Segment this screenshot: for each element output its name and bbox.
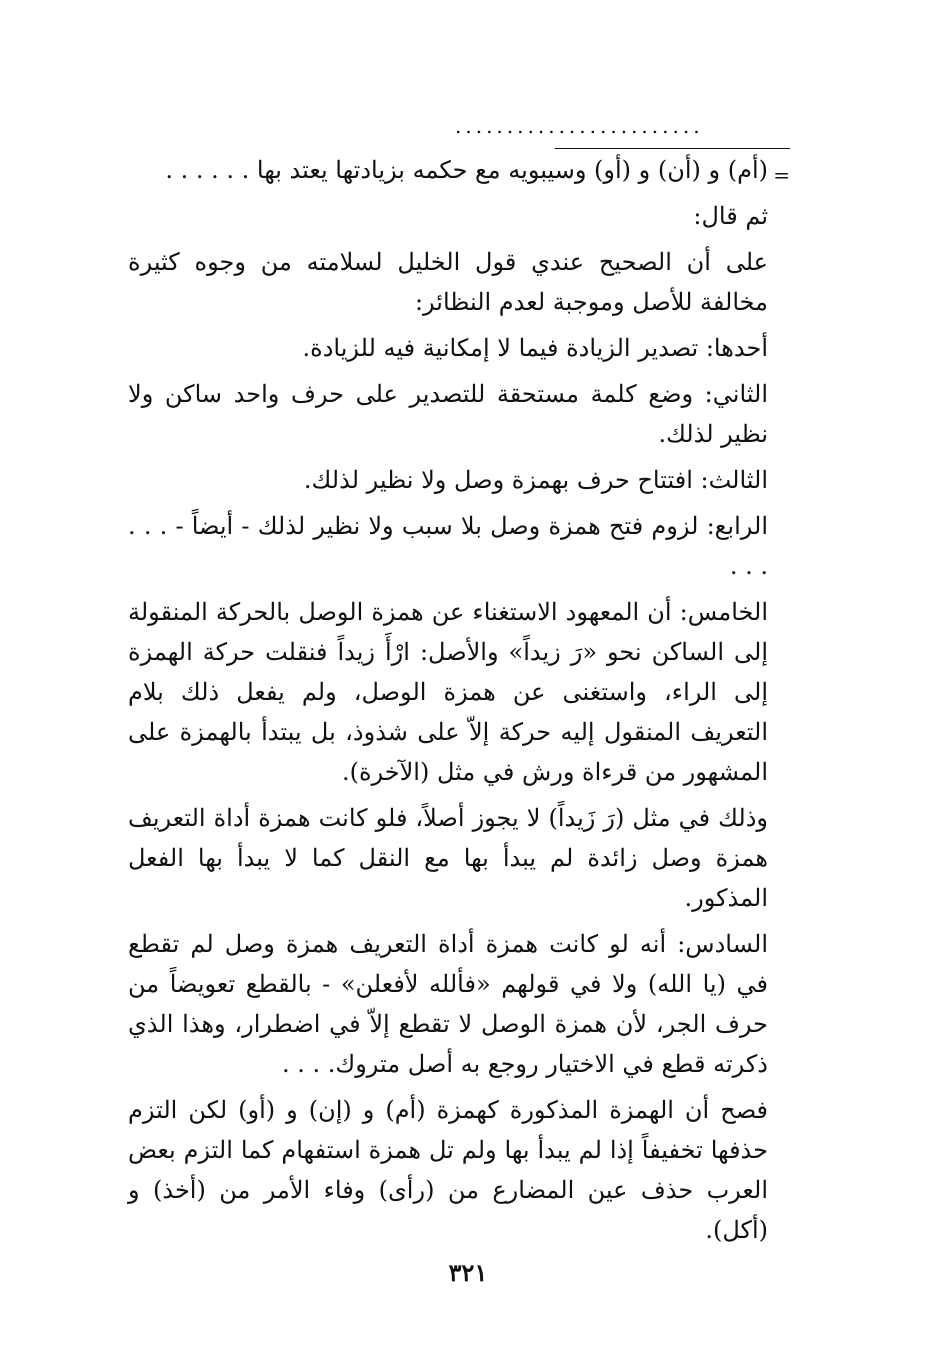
paragraph-sixth: السادس: أنه لو كانت همزة أداة التعريف همزة وصل لم تقطع في (يا الله) ولا في قولهم «فألله لأفعلن» - بالقطع تعويضاً من حرف الجر، لأن همزة الوصل لا تقطع إلاّ في اضطرار، وهذا الذي ذكرته قطع في الاختيار روجع به أصل متروك. . . . [128,930,768,1078]
paragraph-example: وذلك في مثل (رَ زَيداً) لا يجوز أصلاً، فلو كانت همزة أداة التعريف همزة وصل زائدة لم يبدأ بها مع النقل كما لا يبدأ بها الفعل المذكور. [128,804,768,912]
paragraph-third: الثالث: افتتاح حرف بهمزة وصل ولا نظير لذلك. [303,466,768,494]
paragraph-first: أحدها: تصدير الزيادة فيما لا إمكانية فيه للزيادة. [302,334,768,362]
paragraph-fifth: الخامس: أن المعهود الاستغناء عن همزة الوصل بالحركة المنقولة إلى الساكن نحو «رَ زيداً» والأصل: ارْأَ زيداً فنقلت حركة الهمزة إلى الراء، واستغنى عن همزة الوصل، ولم يفعل ذلك بلام التعريف المنقول إليه حركة إلاّ على شذوذ، بل يبتدأ بالهمزة على المشهور من قرءاة ورش في مثل (الآخرة). [128,598,768,786]
paragraph-conclusion: فصح أن الهمزة المذكورة كهمزة (أم) و (إن) و (أو) لكن التزم حذفها تخفيفاً إذا لم يبدأ بها ولم تل همزة استفهام كما التزم بعض العرب حذف عين المضارع من (رأى) وفاء الأمر من (أخذ) و (أكل). [128,1096,768,1244]
paragraph-then-said: ثم قال: [693,202,768,230]
paragraph-fourth: الرابع: لزوم فتح همزة وصل بلا سبب ولا نظير لذلك - أيضاً - . . . . . . [128,512,768,580]
paragraph-khalil-opinion: على أن الصحيح عندي قول الخليل لسلامته من وجوه كثيرة مخالفة للأصل وموجبة لعدم النظائر: [128,248,768,316]
page-number: ٣٢١ [448,1258,488,1287]
paragraph-second: الثاني: وضع كلمة مستحقة للتصدير على حرف واحد ساكن ولا نظير لذلك. [128,380,768,448]
main-text [128,150,768,1256]
continuation-mark: = [773,163,790,187]
paragraph-continuation: (أم) و (أن) و (أو) وسيبويه مع حكمه بزيادتها يعتد بها . . . . . . [165,156,768,184]
header-dotted-line: ........................ [455,114,704,138]
footnote-separator-rule [555,148,790,149]
